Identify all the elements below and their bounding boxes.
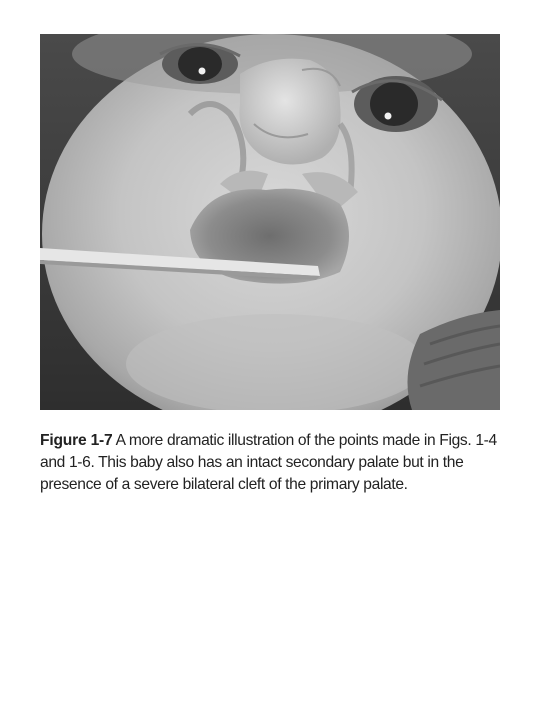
figure-label: Figure 1-7 xyxy=(40,432,113,449)
figure-caption xyxy=(40,430,504,496)
nose-premaxilla xyxy=(239,59,340,165)
infant-face-illustration xyxy=(40,34,500,410)
caption-text: A more dramatic illustration of the points made in Figs. 1-4 and 1-6. This baby also has an intact secondary palate but in the presence of a severe bilateral cleft of the primary palate. xyxy=(40,432,497,493)
figure-photograph xyxy=(40,34,500,410)
